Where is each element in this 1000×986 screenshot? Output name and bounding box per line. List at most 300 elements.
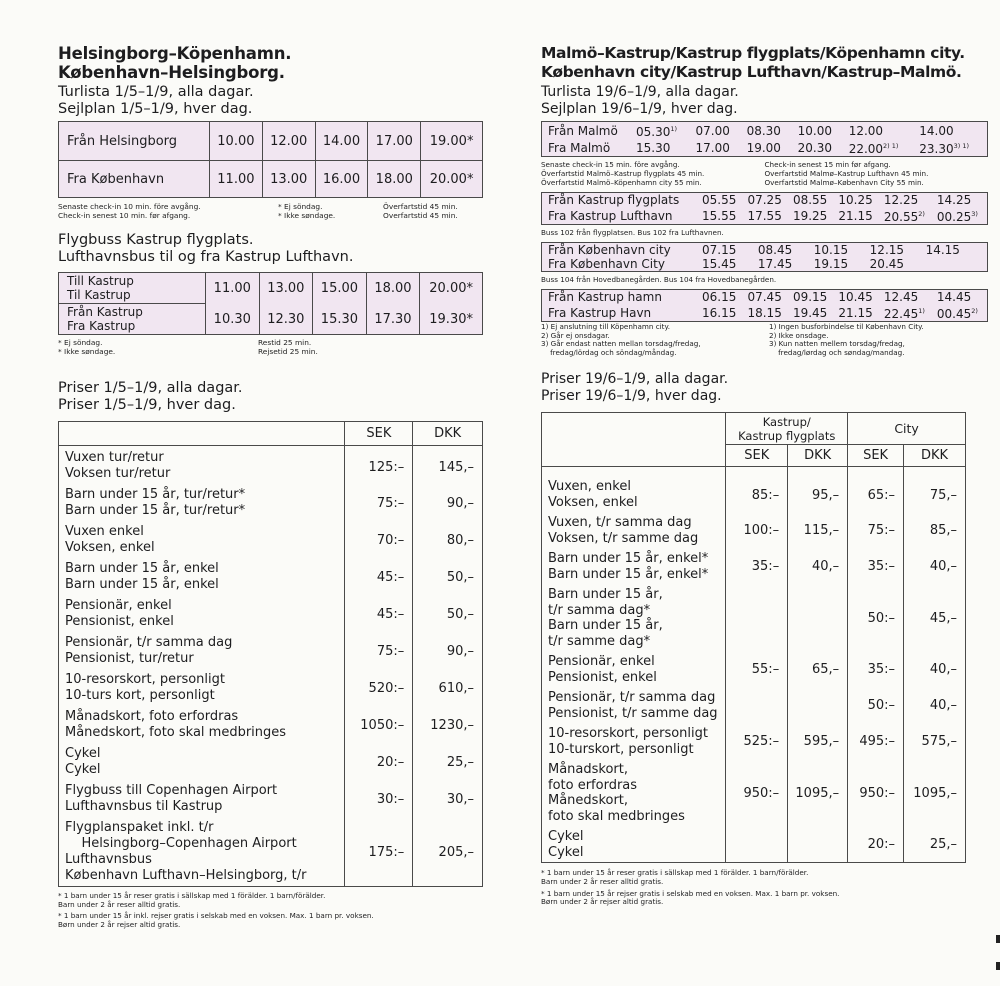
price-row	[542, 652, 966, 688]
time-value: 17.45	[757, 257, 793, 271]
malmo-schedule-box	[541, 289, 988, 322]
bus-note: Restid 25 min.	[258, 338, 312, 347]
price-row	[59, 707, 483, 744]
ferry-row	[59, 161, 483, 198]
price-row	[59, 781, 483, 818]
time-value: 10.45	[838, 290, 873, 304]
price-k-sek: 55:–	[726, 652, 788, 688]
price-row-label	[59, 781, 345, 818]
malmo-schedule-time	[744, 139, 795, 157]
malmo-schedule-time	[744, 122, 795, 140]
price-row-label	[542, 760, 726, 827]
malmo-footnote: 1) Ingen busforbindelse til København City.	[769, 322, 924, 331]
bus-time: 13.00	[259, 273, 313, 304]
price-c-dkk: 575,–	[904, 724, 966, 760]
price-row-label	[542, 513, 726, 549]
malmo-schedule-time	[867, 257, 923, 272]
price-header-row	[59, 422, 483, 446]
ferry-time: 19.00*	[421, 122, 483, 161]
time-value: 05.55	[702, 193, 737, 207]
malmo-schedule-note: Överfartstid Malmö–Köpenhamn city 55 min.	[541, 178, 702, 187]
time-value: 08.45	[757, 243, 793, 257]
price-row	[59, 522, 483, 559]
malmo-schedule-time	[916, 139, 987, 157]
ferry-subheading-da: Sejlplan 1/5–1/9, hver dag.	[58, 101, 253, 117]
time-value: 17.00	[695, 140, 730, 155]
price-footnote: * 1 barn under 15 år rejser gratis i selskab med en voksen. Max. 1 barn pr. voksen.	[541, 888, 840, 898]
left-price-table	[58, 421, 483, 887]
price-row	[59, 485, 483, 522]
malmo-schedule-time	[934, 290, 988, 305]
city-sek-header: SEK	[848, 445, 904, 467]
price-label-line: Cykel	[548, 844, 584, 860]
price-row-label	[59, 670, 345, 707]
time-footnote-ref: 3) 1)	[953, 142, 970, 150]
price-label-line: Voksen, t/r samme dag	[548, 530, 699, 546]
malmo-schedule-label: Fra Kastrup Lufthavn	[548, 208, 673, 223]
malmo-footnote: fredag/lördag och söndag/måndag.	[541, 347, 677, 357]
page-edge-mark	[996, 935, 1000, 943]
price-c-dkk: 40,–	[904, 688, 966, 724]
price-header-blank	[542, 413, 726, 467]
price-row	[59, 446, 483, 485]
ferry-heading-da: København–Helsingborg.	[58, 63, 285, 82]
price-label-line: 10-turs kort, personligt	[65, 688, 215, 703]
right-column	[541, 44, 996, 907]
price-label-line: 10-resorskort, personligt	[65, 672, 225, 687]
malmo-schedule-time	[633, 122, 693, 140]
malmo-schedule-time	[934, 304, 988, 322]
malmo-subheading-sv: Turlista 19/6–1/9, alla dagar.	[541, 84, 739, 100]
malmo-schedule-time	[795, 122, 846, 140]
malmo-schedule-row	[542, 139, 988, 157]
price-k-sek	[726, 688, 788, 724]
malmo-schedule-row	[542, 207, 988, 225]
malmo-schedule-time	[790, 207, 835, 225]
malmo-schedule-time	[881, 193, 934, 208]
price-row	[59, 744, 483, 781]
malmo-schedule-row	[542, 257, 988, 272]
price-footnote: * 1 barn under 15 år inkl. rejser gratis i selskab med en voksen. Max. 1 barn pr. voksen.	[58, 911, 374, 921]
price-c-sek: 950:–	[848, 760, 904, 827]
left-column	[58, 44, 483, 929]
bus-label-sv: Från Kastrup	[67, 305, 143, 319]
price-row-label	[59, 596, 345, 633]
page-edge-mark	[996, 962, 1000, 970]
malmo-schedule-note: Överfartstid Malmö–Kastrup flygplats 45 min.	[541, 169, 705, 178]
price-dkk: 145,–	[413, 446, 483, 485]
kastrup-group-header	[726, 413, 848, 445]
malmo-schedule-time	[693, 122, 744, 140]
malmo-schedule-time	[790, 304, 835, 322]
time-value: 20.45	[869, 257, 905, 271]
malmo-schedule-box	[541, 121, 988, 157]
malmo-schedule-time	[835, 193, 880, 208]
malmo-schedule-note: Check-in senest 15 min før afgang.	[764, 160, 891, 169]
price-dkk: 90,–	[413, 485, 483, 522]
time-value: 15.45	[702, 257, 737, 271]
malmo-schedule-time	[978, 257, 987, 272]
time-value: 09.15	[792, 290, 828, 304]
malmo-schedule-time	[835, 304, 880, 322]
time-value: 22.45	[883, 307, 919, 321]
malmo-schedule-note: Overfartstid Malmø–Kastrup Lufthavn 45 min.	[764, 169, 929, 178]
price-c-dkk: 40,–	[904, 549, 966, 585]
time-value: 07.25	[747, 193, 782, 207]
price-dkk: 610,–	[413, 670, 483, 707]
price-c-dkk: 75,–	[904, 467, 966, 513]
right-prices-heading-sv: Priser 19/6–1/9, alla dagar.	[541, 371, 729, 388]
price-row-label	[542, 467, 726, 513]
kastrup-group-label: Kastrup flygplats	[738, 428, 836, 443]
ferry-time: 17.00	[368, 122, 421, 161]
price-label-line: Barn under 15 år,	[548, 587, 663, 603]
bus-time: 11.00	[206, 273, 260, 304]
malmo-schedule-time	[923, 257, 979, 272]
time-footnote-ref: 3)	[971, 210, 978, 218]
price-dkk: 80,–	[413, 522, 483, 559]
malmo-schedule-time	[699, 304, 744, 322]
price-k-dkk: 95,–	[788, 467, 848, 513]
price-sek: 45:–	[345, 559, 413, 596]
malmo-schedule-note: Overfartstid Malmø–København City 55 min.	[764, 178, 924, 187]
ferry-subheading-sv: Turlista 1/5–1/9, alla dagar.	[58, 84, 254, 100]
price-label-line: Månadskort, foto erfordras	[65, 709, 239, 724]
bus-heading-da: Lufthavnsbus til og fra Kastrup Lufthavn.	[58, 249, 354, 265]
price-sek: 520:–	[345, 670, 413, 707]
price-k-dkk	[788, 827, 848, 863]
price-row	[59, 818, 483, 887]
price-k-dkk: 1095,–	[788, 760, 848, 827]
price-c-sek: 65:–	[848, 467, 904, 513]
malmo-schedule-row	[542, 122, 988, 140]
price-sek: 1050:–	[345, 707, 413, 744]
malmo-schedule-label: Från Kastrup hamn	[548, 290, 662, 304]
price-k-dkk: 115,–	[788, 513, 848, 549]
bus-notes	[58, 338, 483, 356]
price-dkk: 25,–	[413, 744, 483, 781]
city-dkk-header: DKK	[904, 445, 966, 467]
price-c-dkk: 25,–	[904, 827, 966, 863]
price-c-dkk: 85,–	[904, 513, 966, 549]
price-k-sek: 950:–	[726, 760, 788, 827]
time-value: 14.15	[925, 243, 960, 257]
malmo-schedule-time	[699, 193, 744, 208]
price-label-line: Vuxen tur/retur	[65, 450, 164, 465]
city-group-header: City	[848, 413, 966, 445]
malmo-heading-da: København city/Kastrup Lufthavn/Kastrup–Malmö.	[541, 63, 962, 81]
malmo-schedule-note: Buss 102 från flygplatsen. Bus 102 fra Lufthavnen.	[541, 228, 724, 237]
bus-schedule-table	[58, 272, 483, 335]
malmo-schedule-row	[542, 193, 988, 208]
ferry-note: Check-in senest 10 min. før afgang.	[58, 211, 191, 220]
time-value: 21.15	[838, 208, 873, 223]
time-value: 08.30	[746, 123, 781, 138]
time-footnote-ref: 1)	[670, 125, 678, 133]
price-row-label	[59, 744, 345, 781]
price-group-header-row	[542, 413, 966, 445]
price-sek: 30:–	[345, 781, 413, 818]
price-label-line: foto skal medbringes	[548, 808, 685, 824]
time-value: 14.45	[936, 290, 972, 304]
price-sek: 175:–	[345, 818, 413, 887]
time-value: 15.30	[636, 140, 671, 155]
time-value: 05.30	[636, 125, 671, 139]
price-label-line: Månedskort, foto skal medbringes	[65, 725, 287, 740]
kastrup-dkk-header: DKK	[788, 445, 848, 467]
time-value: 20.55	[883, 210, 919, 224]
price-sek: 20:–	[345, 744, 413, 781]
price-footnote: * 1 barn under 15 år reser gratis i sällskap med 1 förälder. 1 barn/förälder.	[541, 868, 809, 878]
price-k-sek: 525:–	[726, 724, 788, 760]
prices-heading-da: Priser 1/5–1/9, hver dag.	[58, 397, 236, 413]
price-row-label	[59, 522, 345, 559]
price-row-label	[542, 549, 726, 585]
price-label-line: Barn under 15 år,	[548, 618, 663, 634]
malmo-schedule-notes	[541, 275, 988, 284]
price-row	[542, 760, 966, 827]
price-sek: 75:–	[345, 633, 413, 670]
time-footnote-ref: 2) 1)	[883, 142, 899, 150]
price-label-line: 10-resorskort, personligt	[548, 726, 708, 742]
time-value: 19.45	[792, 305, 828, 320]
ferry-note: Överfartstid 45 min.	[383, 202, 458, 211]
price-row-label	[542, 724, 726, 760]
price-label-line: Voksen tur/retur	[65, 466, 171, 481]
malmo-schedule-time	[867, 243, 923, 258]
price-sek: 45:–	[345, 596, 413, 633]
price-label-line: Lufthavnsbus	[65, 852, 152, 867]
ferry-heading-sv: Helsingborg–Köpenhamn.	[58, 44, 292, 63]
bus-label-da: Fra Kastrup	[67, 319, 136, 333]
time-footnote-ref: 2)	[918, 210, 925, 218]
price-footnote: Barn under 2 år reser alltid gratis.	[541, 876, 664, 886]
malmo-schedule-time	[846, 122, 917, 140]
price-label-line: foto erfordras	[548, 777, 638, 793]
price-label-line: Vuxen, t/r samma dag	[548, 515, 692, 531]
ferry-time: 13.00	[262, 161, 315, 198]
malmo-schedule-time	[916, 122, 987, 140]
time-value: 16.15	[702, 305, 737, 320]
price-label-line: Barn under 15 år, enkel	[65, 577, 219, 592]
malmo-schedule-box	[541, 192, 988, 225]
time-value: 08.55	[792, 193, 828, 207]
price-row-label	[59, 446, 345, 485]
ferry-notes	[58, 202, 483, 220]
bus-time: 18.00	[366, 273, 420, 304]
time-value: 10.00	[797, 123, 832, 138]
ferry-time: 18.00	[368, 161, 421, 198]
bus-time: 17.30	[366, 304, 420, 335]
price-label-line: Pensionist, tur/retur	[65, 651, 194, 666]
ferry-note: * Ikke søndage.	[278, 211, 336, 220]
bus-time: 20.00*	[420, 273, 483, 304]
malmo-footnotes-da	[769, 323, 988, 357]
malmo-schedule-label: Från København city	[548, 243, 671, 257]
malmo-schedule-label: Fra Malmö	[548, 140, 611, 155]
price-row	[542, 827, 966, 863]
malmo-schedule-time	[923, 243, 979, 258]
price-label-line: Pensionär, enkel	[548, 654, 655, 670]
malmo-schedule-time	[744, 290, 789, 305]
price-row-label	[542, 688, 726, 724]
malmo-schedule-label: Från Kastrup flygplats	[548, 193, 680, 207]
malmo-schedule-notes	[541, 228, 988, 237]
price-row	[542, 467, 966, 513]
malmo-schedule-time	[699, 207, 744, 225]
malmo-schedule-time	[755, 243, 811, 258]
ferry-note: Senaste check-in 10 min. före avgång.	[58, 202, 201, 211]
malmo-schedule-time	[699, 257, 755, 272]
malmo-schedule-time	[835, 207, 880, 225]
price-footnote: * 1 barn under 15 år reser gratis i sällskap med 1 förälder. 1 barn/förälder.	[58, 891, 326, 900]
price-k-sek: 35:–	[726, 549, 788, 585]
price-row-label	[542, 827, 726, 863]
malmo-schedule-row	[542, 304, 988, 322]
ferry-time: 16.00	[315, 161, 368, 198]
price-label-line: Pensionist, t/r samme dag	[548, 705, 718, 721]
malmo-schedule-label: Fra Kastrup Havn	[548, 305, 652, 320]
price-dkk: 50,–	[413, 596, 483, 633]
price-row-label	[59, 559, 345, 596]
price-label-line: Flygbuss till Copenhagen Airport	[65, 783, 278, 798]
price-row-label	[542, 585, 726, 652]
time-value: 10.25	[838, 193, 873, 207]
malmo-subheading-da: Sejlplan 19/6–1/9, hver dag.	[541, 101, 738, 117]
price-c-sek: 20:–	[848, 827, 904, 863]
time-value: 20.30	[797, 140, 832, 155]
malmo-schedule-note: Senaste check-in 15 min. före avgång.	[541, 160, 680, 169]
bus-row-label	[59, 273, 206, 304]
price-row	[59, 559, 483, 596]
malmo-footnote: fredag/lørdag och søndag/mandag.	[769, 347, 905, 357]
time-footnote-ref: 2)	[971, 307, 978, 315]
ferry-schedule-table	[58, 121, 483, 198]
price-label-line: Cykel	[65, 762, 101, 777]
price-row	[542, 585, 966, 652]
ferry-time: 11.00	[210, 161, 263, 198]
price-dkk: 30,–	[413, 781, 483, 818]
time-value: 19.00	[746, 140, 781, 155]
price-dkk: 90,–	[413, 633, 483, 670]
price-label-line: Vuxen enkel	[65, 524, 144, 539]
bus-row	[59, 273, 483, 304]
price-label-line: Barn under 15 år, enkel	[65, 561, 219, 576]
price-row	[542, 724, 966, 760]
ferry-row	[59, 122, 483, 161]
malmo-schedule-time	[881, 207, 934, 225]
price-row-label	[59, 818, 345, 887]
ferry-row-label: Fra København	[59, 161, 210, 198]
sek-column-header: SEK	[345, 422, 413, 446]
price-sek: 125:–	[345, 446, 413, 485]
malmo-footnote: 1) Ej anslutning till Köpenhamn city.	[541, 322, 670, 331]
price-label-line: t/r samme dag*	[548, 633, 651, 649]
time-value: 14.25	[936, 193, 972, 207]
time-value: 12.15	[869, 243, 905, 257]
price-label-line: 10-turskort, personligt	[548, 741, 694, 757]
price-c-sek: 35:–	[848, 652, 904, 688]
malmo-schedule-time	[811, 243, 867, 258]
price-c-sek: 35:–	[848, 549, 904, 585]
price-footnote: Børn under 2 år rejser altid gratis.	[58, 919, 181, 929]
malmo-schedule-label: Från Malmö	[548, 123, 618, 138]
time-value: 23.30	[919, 142, 954, 156]
price-label-line: Pensionär, enkel	[65, 598, 172, 613]
ferry-row-label: Från Helsingborg	[59, 122, 210, 161]
price-k-dkk	[788, 688, 848, 724]
price-label-line: Pensionär, t/r samma dag	[65, 635, 233, 650]
price-k-dkk: 65,–	[788, 652, 848, 688]
malmo-footnote: 3) Kun natten mellem torsdag/fredag,	[769, 339, 905, 349]
price-label-line: Barn under 15 år, enkel*	[548, 566, 709, 582]
price-row	[542, 688, 966, 724]
price-c-sek: 495:–	[848, 724, 904, 760]
price-row	[542, 549, 966, 585]
ferry-time: 12.00	[262, 122, 315, 161]
price-sek: 75:–	[345, 485, 413, 522]
time-value: 21.15	[838, 305, 873, 320]
malmo-schedule-note: Buss 104 från Hovedbanegården. Bus 104 fra Hovedbanegården.	[541, 275, 777, 284]
price-c-sek: 75:–	[848, 513, 904, 549]
price-label-line: Barn under 15 år, tur/retur*	[65, 487, 246, 502]
price-label-line: Cykel	[65, 746, 101, 761]
time-value: 10.15	[813, 243, 849, 257]
malmo-schedule-time	[978, 243, 987, 258]
time-value: 12.25	[883, 193, 919, 207]
time-value: 22.00	[848, 142, 884, 156]
malmo-schedule-time	[795, 139, 846, 157]
price-label-line: t/r samma dag*	[548, 602, 651, 618]
price-k-dkk: 40,–	[788, 549, 848, 585]
price-label-line: Cykel	[548, 829, 584, 845]
price-label-line: Barn under 15 år, tur/retur*	[65, 503, 246, 518]
malmo-schedule-time	[744, 207, 789, 225]
time-value: 19.25	[792, 208, 828, 223]
malmo-heading-sv: Malmö–Kastrup/Kastrup flygplats/Köpenhamn city.	[541, 44, 965, 62]
malmo-schedule-time	[744, 304, 789, 322]
malmo-schedule-row	[542, 290, 988, 305]
price-label-line: Pensionär, t/r samma dag	[548, 690, 716, 706]
time-value: 17.55	[747, 208, 782, 223]
time-value: 14.00	[919, 123, 954, 138]
price-dkk: 205,–	[413, 818, 483, 887]
price-k-sek	[726, 827, 788, 863]
malmo-schedule-time	[699, 290, 744, 305]
time-value: 12.00	[848, 123, 884, 138]
malmo-schedule-label: Fra København City	[548, 257, 665, 271]
price-row	[542, 513, 966, 549]
price-dkk: 50,–	[413, 559, 483, 596]
bus-note: * Ikke søndage.	[58, 347, 116, 356]
price-k-sek: 100:–	[726, 513, 788, 549]
malmo-footnotes	[541, 323, 988, 357]
malmo-footnote: 3) Går endast natten mellan torsdag/fredag,	[541, 339, 701, 349]
bus-note: * Ej söndag.	[58, 338, 103, 347]
time-value: 07.45	[747, 290, 782, 304]
price-c-sek: 50:–	[848, 585, 904, 652]
malmo-schedules	[541, 121, 996, 322]
price-row-label	[59, 633, 345, 670]
time-value: 12.45	[883, 290, 919, 304]
dkk-column-header: DKK	[413, 422, 483, 446]
ferry-time: 20.00*	[421, 161, 483, 198]
malmo-schedule-time	[881, 290, 934, 305]
malmo-schedule-time	[633, 139, 693, 157]
price-footnote: Børn under 2 år rejser altid gratis.	[541, 897, 664, 907]
bus-time: 15.00	[313, 273, 367, 304]
bus-time: 15.30	[313, 304, 367, 335]
